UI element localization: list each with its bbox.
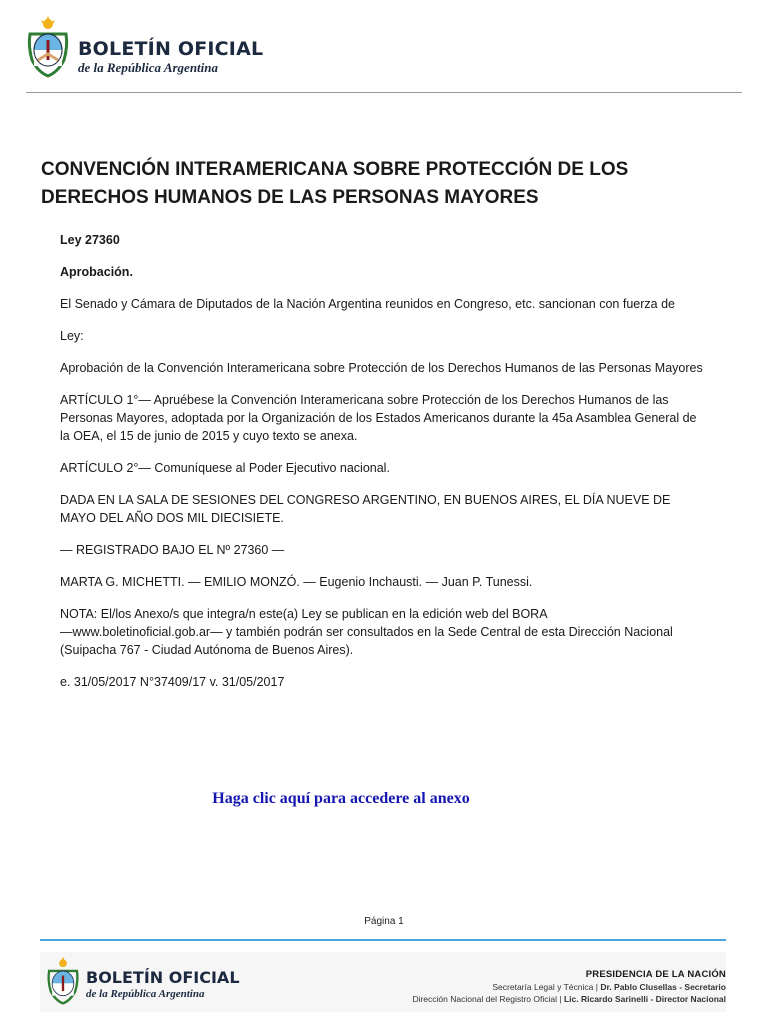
- nota-line: —www.boletinoficial.gob.ar— y también podrán ser consultados en la Sede Central de esta Dirección Nacional: [60, 625, 673, 639]
- article-1: [60, 391, 750, 445]
- title-line: CONVENCIÓN INTERAMERICANA SOBRE PROTECCIÓN DE LOS: [41, 159, 629, 180]
- argentina-crest-icon: [26, 16, 70, 78]
- article-2: ARTÍCULO 2°— Comuníquese al Poder Ejecutivo nacional.: [60, 461, 390, 475]
- dada-line: DADA EN LA SALA DE SESIONES DEL CONGRESO ARGENTINO, EN BUENOS AIRES, EL DÍA NUEVE DE: [60, 493, 671, 507]
- article-1-line: la OEA, el 15 de junio de 2015 y cuyo texto se anexa.: [60, 429, 358, 443]
- page-number: Página 1: [364, 916, 404, 927]
- footer-brand-title: BOLETÍN OFICIAL: [86, 968, 240, 987]
- paragraph: Ley:: [60, 329, 84, 343]
- signatures: MARTA G. MICHETTI. — EMILIO MONZÓ. — Eugenio Inchausti. — Juan P. Tunessi.: [60, 575, 533, 589]
- document-title: [41, 156, 721, 212]
- paragraph: El Senado y Cámara de Diputados de la Nación Argentina reunidos en Congreso, etc. sancionan con fuerza de: [60, 297, 675, 311]
- nota-line: NOTA: El/los Anexo/s que integra/n este(a) Ley se publican en la edición web del BORA: [60, 607, 548, 621]
- director-name: Lic. Ricardo Sarinelli - Director Nacional: [563, 994, 726, 1004]
- presidency-label: PRESIDENCIA DE LA NACIÓN: [585, 969, 726, 980]
- footer: [40, 952, 726, 1012]
- argentina-crest-icon: [46, 956, 80, 1006]
- separator: |: [595, 982, 598, 992]
- article-1-line: Personas Mayores, adoptada por la Organización de los Estados Americanos durante la 45a Asamblea General de: [60, 411, 697, 425]
- dada-line: MAYO DEL AÑO DOS MIL DIECISIETE.: [60, 511, 284, 525]
- paragraph: Aprobación de la Convención Interamericana sobre Protección de los Derechos Humanos de las Personas Mayores: [60, 361, 703, 375]
- law-number: Ley 27360: [60, 233, 120, 247]
- annex-link[interactable]: Haga clic aquí para accedere al anexo: [212, 790, 470, 807]
- footer-brand-subtitle: de la República Argentina: [86, 988, 205, 1000]
- header: [26, 16, 742, 94]
- footer-divider: [40, 939, 726, 941]
- registration-note: — REGISTRADO BAJO EL Nº 27360 —: [60, 543, 285, 557]
- direccion-line: [412, 994, 726, 1004]
- law-subject: Aprobación.: [60, 265, 133, 279]
- nota: [60, 605, 750, 659]
- brand-subtitle: de la República Argentina: [78, 60, 218, 75]
- secretario-name: Dr. Pablo Clusellas - Secretario: [600, 982, 726, 992]
- dada-statement: [60, 491, 750, 527]
- nota-line: (Suipacha 767 - Ciudad Autónoma de Buenos Aires).: [60, 643, 354, 657]
- header-divider: [26, 92, 742, 93]
- annex-link-container: [0, 790, 768, 808]
- secretaria-line: [492, 982, 726, 992]
- title-line: DERECHOS HUMANOS DE LAS PERSONAS MAYORES: [41, 187, 539, 208]
- direccion-name: Dirección Nacional del Registro Oficial: [412, 994, 557, 1004]
- brand-title: BOLETÍN OFICIAL: [78, 38, 264, 60]
- separator: |: [559, 994, 562, 1004]
- secretaria-name: Secretaría Legal y Técnica: [492, 982, 594, 992]
- document-body: [60, 231, 750, 705]
- article-1-line: ARTÍCULO 1°— Apruébese la Convención Interamericana sobre Protección de los Derechos Humanos de las: [60, 393, 669, 407]
- publication-reference: e. 31/05/2017 N°37409/17 v. 31/05/2017: [60, 675, 285, 689]
